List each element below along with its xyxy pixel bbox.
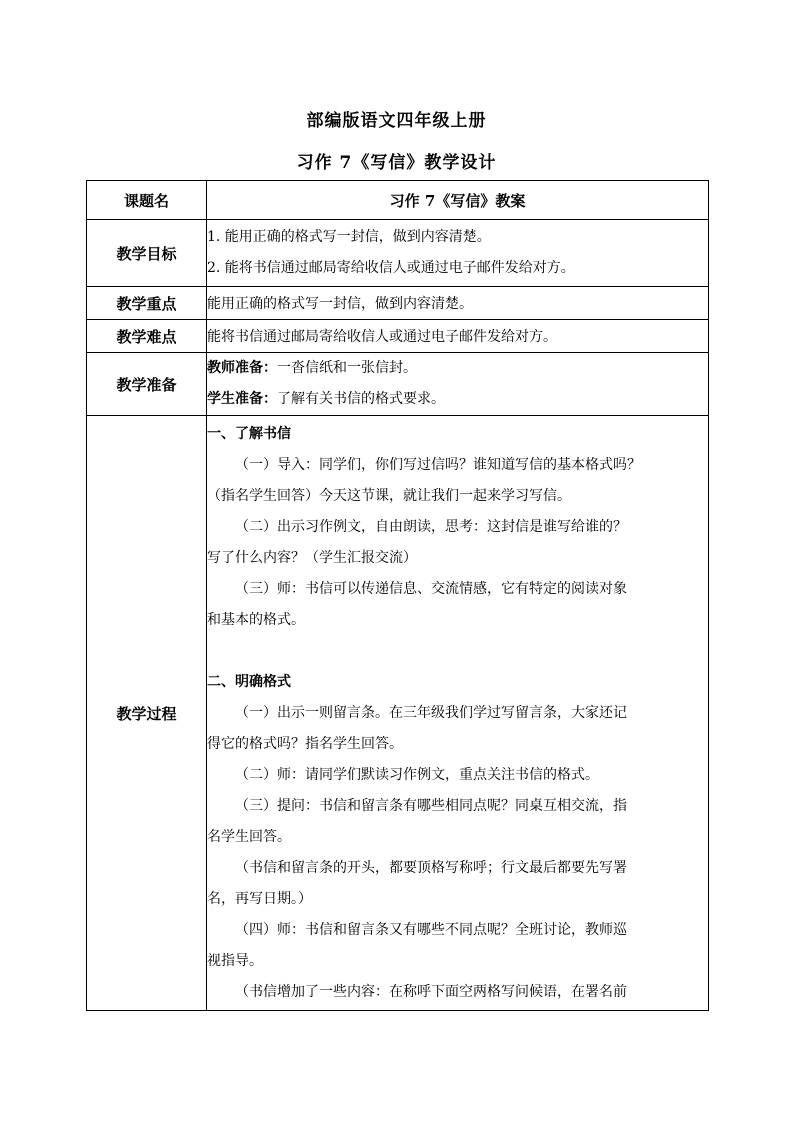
section-1-paragraph-1-line-2: （指名学生回答）今天这节课，就让我们一起来学习写信。 xyxy=(207,487,571,504)
table-row-key-point xyxy=(87,287,709,320)
section-2-paragraph-5-line-1: （四）师：书信和留言条又有哪些不同点呢？全班讨论，教师巡 xyxy=(235,921,627,938)
section-2-paragraph-3-line-2: 名学生回答。 xyxy=(207,828,291,845)
section-2-title: 二、明确格式 xyxy=(207,673,291,690)
goals-label: 教学目标 xyxy=(87,220,207,287)
section-1-paragraph-2-line-1: （二）出示习作例文，自由朗读，思考：这封信是谁写给谁的？ xyxy=(235,518,627,535)
table-row-preparation xyxy=(87,353,709,416)
student-preparation xyxy=(207,384,708,415)
section-1-paragraph-3-line-2: 和基本的格式。 xyxy=(207,611,305,628)
teacher-preparation-label: 教师准备： xyxy=(207,360,277,376)
lesson-plan-table xyxy=(86,180,709,1011)
section-1-paragraph-1-line-1: （一）导入：同学们，你们写过信吗？谁知道写信的基本格式吗？ xyxy=(235,456,641,473)
section-2-paragraph-2-line-1: （二）师：请同学们默读习作例文，重点关注书信的格式。 xyxy=(235,766,599,783)
teacher-preparation-value: 一沓信纸和一张信封。 xyxy=(277,360,417,376)
difficulty-value: 能将书信通过邮局寄给收信人或通过电子邮件发给对方。 xyxy=(207,320,709,353)
process-content xyxy=(207,416,709,1011)
key-point-value: 能用正确的格式写一封信，做到内容清楚。 xyxy=(207,287,709,320)
section-1-paragraph-3-line-1: （三）师：书信可以传递信息、交流情感，它有特定的阅读对象 xyxy=(235,580,627,597)
teacher-preparation xyxy=(207,353,708,384)
topic-label: 课题名 xyxy=(87,181,207,220)
table-row-difficulty xyxy=(87,320,709,353)
section-2-paragraph-5-line-2: 视指导。 xyxy=(207,952,263,969)
section-2-paragraph-4-line-1: （书信和留言条的开头，都要顶格写称呼；行文最后都要先写署 xyxy=(235,859,627,876)
goal-item-1: 1. 能用正确的格式写一封信，做到内容清楚。 xyxy=(207,229,491,245)
section-2-paragraph-1-line-1: （一）出示一则留言条。在三年级我们学过写留言条，大家还记 xyxy=(235,704,627,721)
process-label: 教学过程 xyxy=(87,416,207,1011)
section-2-paragraph-1-line-2: 得它的格式吗？指名学生回答。 xyxy=(207,735,403,752)
table-row-process xyxy=(87,416,709,1011)
page-subtitle: 习作 7《写信》教学设计 xyxy=(296,153,497,173)
goal-item-2: 2. 能将书信通过邮局寄给收信人或通过电子邮件发给对方。 xyxy=(207,260,575,276)
difficulty-label: 教学难点 xyxy=(87,320,207,353)
key-point-label: 教学重点 xyxy=(87,287,207,320)
preparation-label: 教学准备 xyxy=(87,353,207,416)
section-2-paragraph-3-line-1: （三）提问：书信和留言条有哪些相同点呢？同桌互相交流，指 xyxy=(235,797,627,814)
section-2-paragraph-6-line-1: （书信增加了一些内容：在称呼下面空两格写问候语，在署名前 xyxy=(235,983,627,1000)
table-row-goals xyxy=(87,220,709,287)
topic-value: 习作 7《写信》教案 xyxy=(207,181,709,220)
section-spacer xyxy=(207,636,708,667)
preparation-content xyxy=(207,353,709,416)
page-title: 部编版语文四年级上册 xyxy=(306,111,487,131)
section-1-title: 一、了解书信 xyxy=(207,425,291,442)
goals-content xyxy=(207,220,709,287)
student-preparation-label: 学生准备： xyxy=(207,391,277,407)
student-preparation-value: 了解有关书信的格式要求。 xyxy=(277,391,445,407)
section-2-paragraph-4-line-2: 名，再写日期。） xyxy=(207,890,312,907)
section-1-paragraph-2-line-2: 写了什么内容？（学生汇报交流） xyxy=(207,549,417,566)
table-row-topic xyxy=(87,181,709,220)
